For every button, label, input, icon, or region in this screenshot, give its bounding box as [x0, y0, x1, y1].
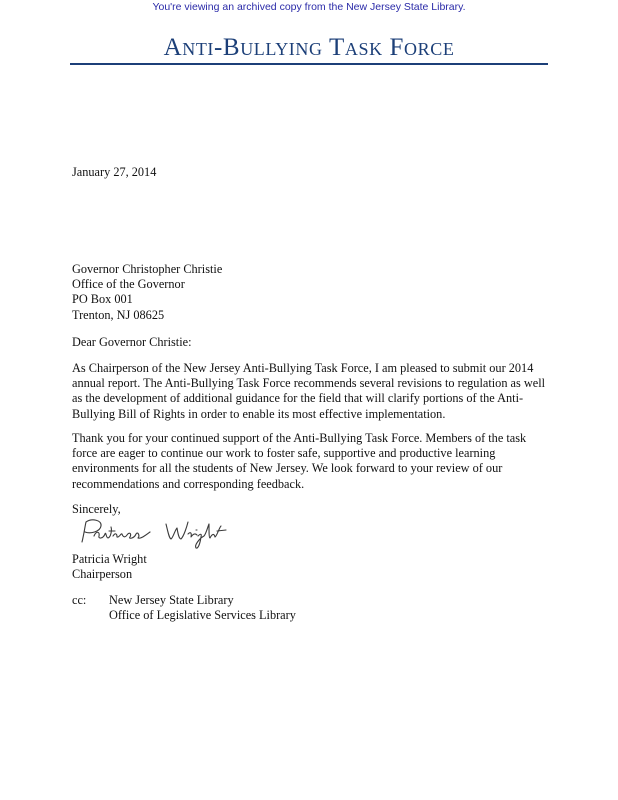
signer-block [72, 552, 147, 582]
recipient-po-box: PO Box 001 [72, 292, 133, 307]
salutation: Dear Governor Christie: [72, 335, 192, 349]
body-paragraph-1: As Chairperson of the New Jersey Anti-Bullying Task Force, I am pleased to submit our 2014 annual report. The Anti-Bullying Task Force recommends several revisions to regulation as well as the development of additional guidance for the field that will clarify portions of the Anti-Bullying Bill of Rights in order to enable its most effective implementation. [72, 361, 546, 421]
recipient-name: Governor Christopher Christie [72, 262, 223, 276]
letterhead-rule [70, 63, 548, 65]
cc-recipient: New Jersey State Library [109, 593, 234, 607]
recipient-city: Trenton, NJ 08625 [72, 307, 165, 322]
closing: Sincerely, [72, 502, 121, 516]
signer-name: Patricia Wright [72, 552, 147, 566]
body-paragraph-2: Thank you for your continued support of the Anti-Bullying Task Force. Members of the task force are eager to continue our work to foster safe, supportive and productive learning environments for all the students of New Jersey. We look forward to your review of our recommendations and corresponding feedback. [72, 431, 527, 491]
recipient-office: Office of the Governor [72, 277, 185, 292]
archive-banner: You're viewing an archived copy from the New Jersey State Library. [152, 1, 466, 13]
cc-recipient: Office of Legislative Services Library [109, 608, 296, 623]
signer-title: Chairperson [72, 567, 133, 582]
cc-list [109, 593, 296, 623]
letter-date: January 27, 2014 [72, 165, 157, 179]
letterhead-title: Anti-Bullying Task Force [163, 34, 455, 61]
cc-label: cc: [72, 593, 87, 607]
handwritten-signature [70, 512, 240, 552]
recipient-address [72, 262, 222, 323]
